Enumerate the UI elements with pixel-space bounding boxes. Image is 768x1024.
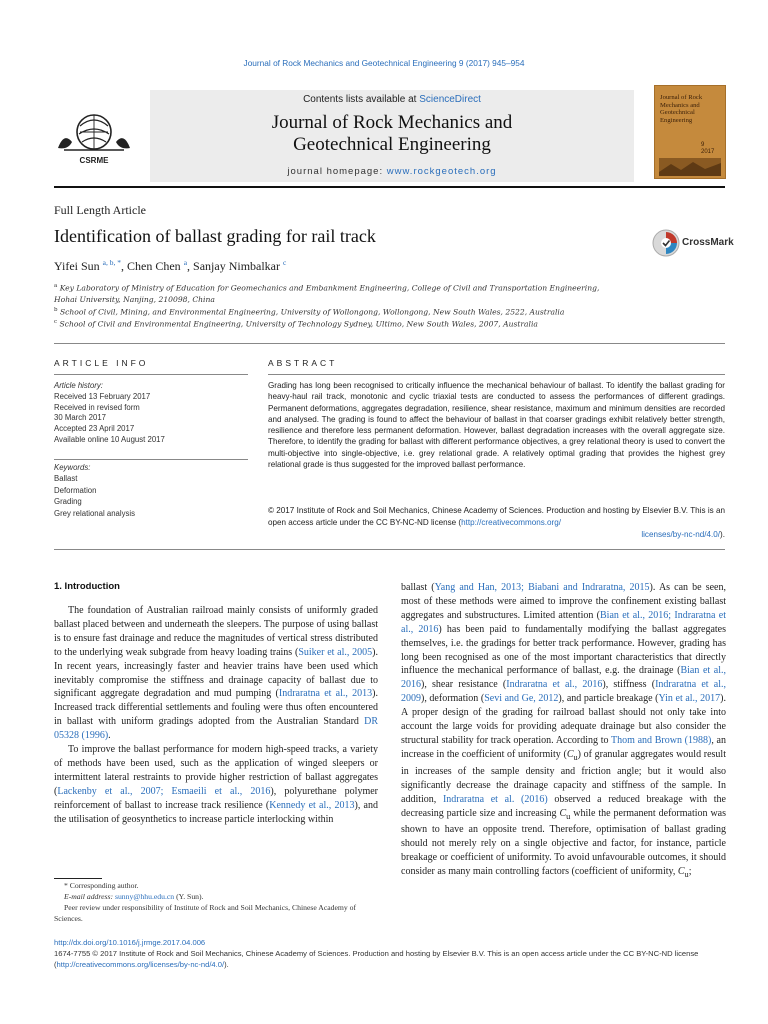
body-text: ), and the utilisation of geosynthetics to increase particle interlocking within [54,799,378,825]
article-history [54,381,248,446]
logo-text: CSRME [79,156,109,165]
doi-link[interactable]: http://dx.doi.org/10.1016/j.jrmge.2017.04.006 [54,938,206,947]
paper-title: Identification of ballast grading for rail track [54,226,376,246]
affiliations-rule [54,343,725,344]
author-separator: , [121,259,128,273]
subscript: u [684,870,689,880]
bottom-license-link[interactable]: http://creativecommons.org/licenses/by-nc-nd/4.0/ [56,960,225,969]
body-text: ), deformation ( [421,693,485,705]
affil-text: School of Civil, Mining, and Environmental Engineering, University of Wollongong, Wollongong, New South Wales, 2522, Australia [59,307,565,317]
citation-link[interactable]: Bian et al., 2016 [401,665,727,691]
bottom-license-suffix: ). [224,960,229,969]
citation-link[interactable]: Indraratna et al. (2016) [442,793,548,805]
subscript: u [573,752,578,762]
peer-review-note: Peer review under responsibility of Institute of Rock and Soil Mechanics, Chinese Academy of Sciences. [54,903,357,923]
affil-sup: c [54,319,58,326]
email-link[interactable]: sunny@hhu.edu.cn [114,892,175,901]
copyright-text: © 2017 Institute of Rock and Soil Mechanics, Chinese Academy of Sciences. Production and hosting by Elsevier B.V. This is an open access article under the CC BY-NC-ND license ( [268,506,725,527]
citation-link[interactable]: Indraratna et al., 2016 [506,679,603,691]
body-text: ). A proper design of the grading for railroad ballast should not only take into account the large voids for providing adequate drainage but also consider the structural stability for track operation. According to [401,693,726,746]
society-logo [50,110,138,168]
affil-text: Key Laboratory of Ministry of Education for Geomechanics and Embankment Engineering, College of Civil and Transportation Engineering, Hohai University, Nanjing, 210098, China [54,283,600,304]
society-logo-icon [50,110,138,168]
journal-title [150,112,634,156]
header-rule [54,186,725,188]
bottom-license-text: 1674-7755 © 2017 Institute of Rock and Soil Mechanics, Chinese Academy of Sciences. Production and hosting by Elsevier B.V. This is an open access article under the CC BY-NC-ND license ( [54,949,699,969]
history-item: 30 March 2017 [54,413,107,423]
author-affil-sup[interactable]: a [183,258,188,267]
email-line [54,891,378,902]
citation-link[interactable]: Yin et al., 2017 [658,693,721,705]
body-text: ) of granular aggregates would result in increases of the sample density and friction angle; but it would also significantly decrease the drainage capacity and stiffness of the sample. In addition, [401,748,726,805]
body-text: ballast ( [401,582,435,593]
crossmark-icon [652,229,680,257]
body-text: ). As can be seen, most of these methods were aimed to improve the confinement existing ballast aggregates and substructures. Limited attention ( [401,582,726,621]
email-label: E-mail address: [64,892,115,901]
body-column-right [401,581,726,882]
body-paragraph [54,604,378,743]
article-info-heading: ARTICLE INFO [54,358,149,368]
math-symbol: C [566,748,574,760]
contents-line [150,94,634,105]
citation-link[interactable]: Lackenby et al., 2007; Esmaeili et al., 2016 [57,785,271,797]
abstract-text: Grading has long been recognised to critically influence the mechanical behaviour of ballast. To identify the ballast grading for heavy-haul rail track, monotonic and cyclic triaxial tests are conducted to assess the performances of different gradings. Permanent deformations, aggregates degradation, resilience, shear resistance, maximum and minimum densities are recorded and analysed. The grading is found to affect the behaviour of ballast in that coarser gradings exhibit relatively better strength, resilience and therefore less permanent deformation. However, ballast degradation increases with the overall aggregate size. Therefore, to identify the grading for ballast with different performance objectives, a grey relational theory is used to convert the multi-objective into single-objective, i.e. grey relational grade. A relatively optimal grading that provides the highest grey relational grade is thus suggested for the improved ballast performance. [268,381,725,470]
author-affil-sup[interactable]: a, b, * [102,258,122,267]
citation-link[interactable]: Indraratna et al., 2009 [401,679,726,705]
keyword-item[interactable]: Deformation [54,485,97,495]
abstract-bottom-rule [54,549,725,550]
citation-link[interactable]: Yang and Han, 2013; Biabani and Indraratna, 2015 [434,582,650,593]
body-text: To improve the ballast performance for modern high-speed tracks, a variety of methods have been used, such as the application of winged sleepers or intermittent lateral restraints to provide higher restriction of ballast aggregates ( [54,744,378,797]
body-text: The foundation of Australian railroad mainly consists of uniformly graded ballast placed between and underneath the sleepers. The purpose of using ballast is to ensure fast drainage and reduce the magnitudes of vertical stress distributed to the underlying weak subgrade from heavy loading trains ( [54,605,378,658]
history-item: Received 13 February 2017 [54,391,151,401]
cover-issue [701,142,714,156]
crossmark-button[interactable] [652,229,752,261]
bottom-license [54,948,725,970]
body-text: ), shear resistance ( [421,679,507,691]
affil-sup: b [54,306,58,313]
math-symbol: C [559,807,567,819]
cover-illustration-icon [659,158,721,176]
keyword-item[interactable]: Ballast [54,474,78,484]
keyword-item[interactable]: Grey relational analysis [54,508,136,518]
footnote [54,880,378,924]
homepage-line [150,166,634,177]
author-name[interactable]: Yifei Sun [54,259,100,273]
keywords [54,462,248,519]
keywords-rule [54,459,248,460]
citation-link[interactable]: Kennedy et al., 2013 [269,799,355,811]
sciencedirect-link[interactable]: ScienceDirect [419,94,481,105]
affiliation-item [54,281,614,305]
journal-title-line1: Journal of Rock Mechanics and [271,112,513,133]
citation-link[interactable]: Suiker et al., 2005 [298,646,373,658]
body-paragraph [54,743,378,826]
abstract-rule [268,374,725,375]
body-text: ) has been paid to fundamentally modifying the ballast aggregates themselves, i.e. the gradings for better track performance. However, grading has long been recognised as one of the most important characteristics that directly influence the mechanical performance of ballast, e.g. the drainage ( [401,623,727,677]
body-text: ; [688,866,692,878]
body-text: ). In recent years, increasingly faster and heavier trains have been used which inevitably compromise the stiffness and drainage capacity of ballast due to significant aggregate degradation and mud pumping ( [54,646,379,700]
cover-issue-num: 9 [701,142,705,148]
history-label: Article history: [54,381,103,390]
homepage-link[interactable]: www.rockgeotech.org [386,166,497,177]
body-text: ), polyurethane polymer reinforcement of ballast to increase track resilience ( [54,785,379,811]
journal-title-line2: Geotechnical Engineering [293,134,491,155]
article-info-rule [54,374,248,375]
cover-issue-year: 2017 [701,149,715,155]
affiliations [54,281,614,330]
article-type: Full Length Article [54,203,146,217]
citation-link[interactable]: DR 05328 (1996) [54,716,378,742]
body-text: , an increase in the coefficient of uniformity ( [401,734,726,760]
homepage-prefix: journal homepage: [287,166,387,177]
body-column-left [54,604,378,827]
crossmark-label: CrossMark [682,237,734,248]
citation-link[interactable]: Thom and Brown (1988) [611,734,712,746]
body-text: ). Increased track differential settlements and fouling were thus often encountered in ballast with uniform gradings adopted from the Australian Standard [54,688,378,728]
affiliation-item [54,305,614,318]
author-list [54,258,286,274]
license-link-part1[interactable]: http://creativecommons.org/ [461,517,562,527]
affil-sup: a [54,283,58,289]
corresponding-author-note: * Corresponding author. [64,881,139,890]
abstract-heading: ABSTRACT [268,358,338,368]
license-link-part2[interactable]: licenses/by-nc-nd/4.0/ [641,529,721,539]
body-text: observed a reduced breakage with the decreasing particle size and increasing [401,793,726,819]
keywords-label: Keywords: [54,463,91,472]
body-text: while the permanent deformation was shown to have an opposite trend. Therefore, optimisation of ballast grading should not merely rely on a single objective and factor, for instance, particle breakage or coefficient of uniformity. To avoid unfavourable outcomes, it should consider as many main controlling factors (coefficient of uniformity, [401,807,726,878]
body-paragraph [401,581,726,882]
body-text: ), and particle breakage ( [558,693,659,705]
keyword-item[interactable]: Grading [54,497,82,507]
author-name[interactable]: Chen Chen [127,259,181,273]
citation-link[interactable]: Indraratna et al., 2013 [278,688,373,700]
citation-link[interactable]: Bian et al., 2016; Indraratna et al., 2016 [401,609,726,635]
subscript: u [566,811,571,821]
journal-banner [150,90,634,182]
author-separator: , [187,259,194,273]
author-affil-sup[interactable]: c [283,258,287,267]
license-close: ). [720,529,725,539]
author-name[interactable]: Sanjay Nimbalkar [193,259,281,273]
history-item: Accepted 23 April 2017 [54,424,135,434]
citation-link[interactable]: Sevi and Ge, 2012 [484,693,559,705]
footnote-rule [54,878,102,879]
cover-title: Journal of Rock Mechanics and Geotechnical Engineering [660,94,703,124]
history-item: Received in revised form [54,402,140,412]
journal-citation[interactable]: Journal of Rock Mechanics and Geotechnical Engineering 9 (2017) 945–954 [243,58,525,68]
affiliation-item [54,317,614,330]
history-item: Available online 10 August 2017 [54,434,165,444]
email-suffix: (Y. Sun). [174,892,204,901]
math-symbol: C [677,866,685,878]
affil-text: School of Civil and Environmental Engineering, University of Technology Sydney, Ultimo, New South Wales, 2007, Australia [59,319,538,329]
abstract-copyright [268,505,725,540]
contents-prefix: Contents lists available at [303,94,420,105]
introduction-heading: 1. Introduction [54,581,120,592]
journal-cover-thumbnail[interactable] [654,85,726,179]
body-text: . [108,730,111,742]
body-text: ), stiffness ( [602,679,656,691]
